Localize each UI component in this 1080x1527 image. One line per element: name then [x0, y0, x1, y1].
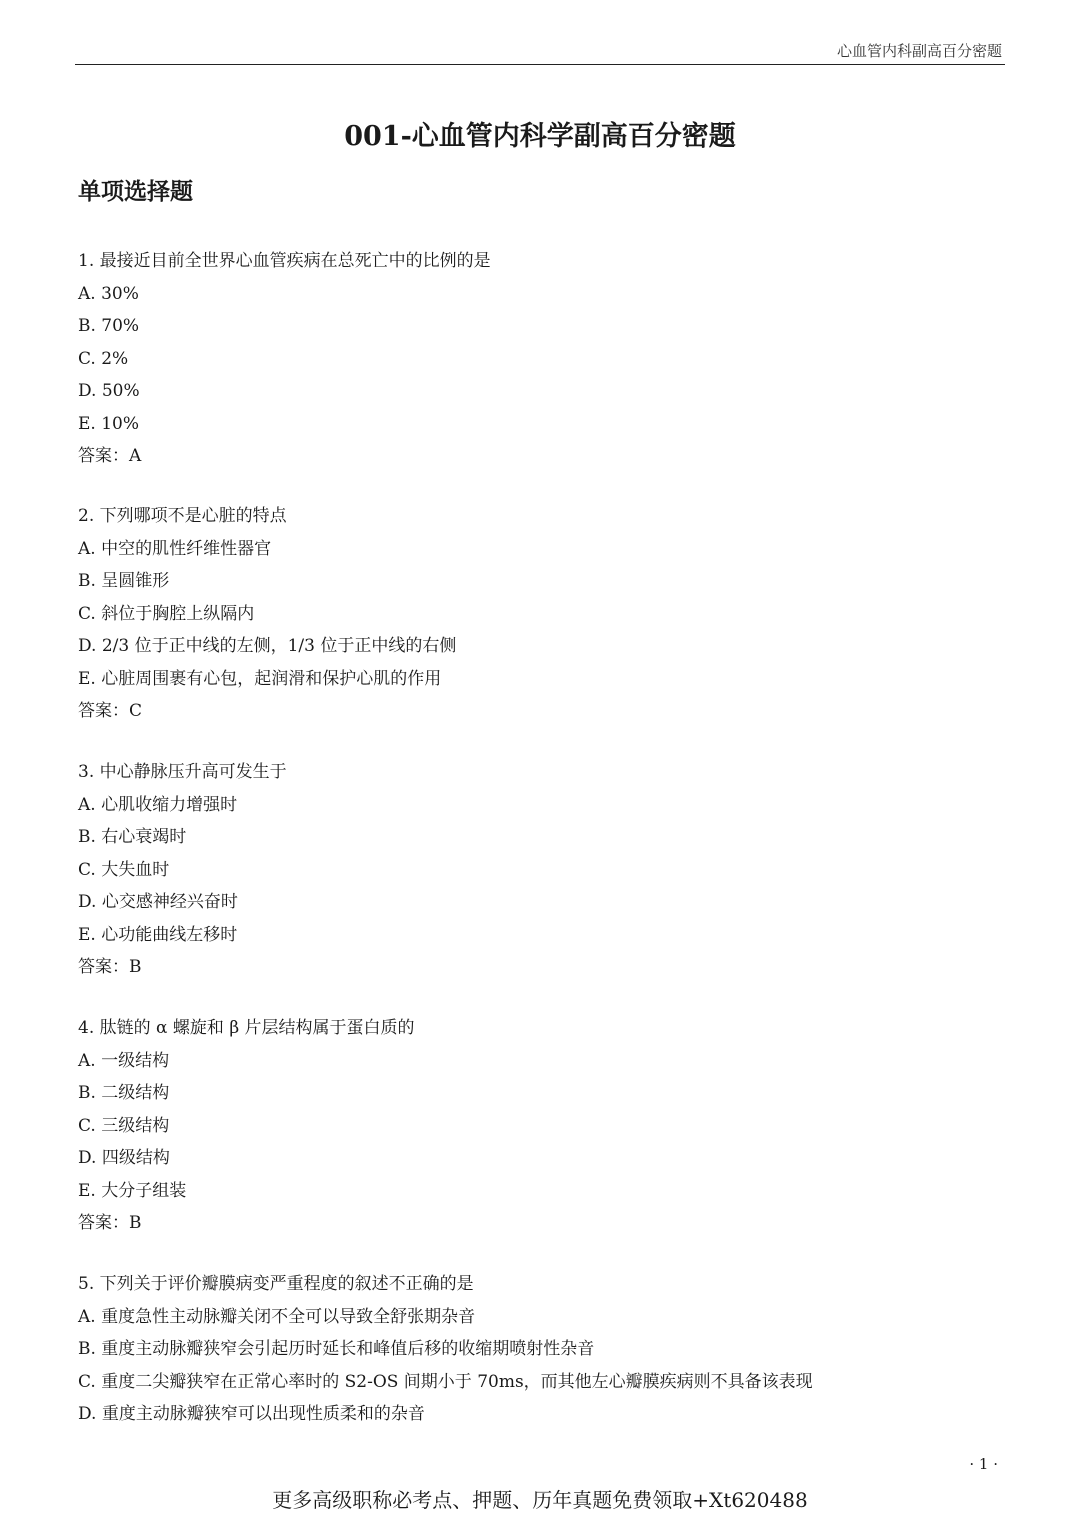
option-e: E. 10%: [78, 413, 140, 434]
option-d: D. 重度主动脉瓣狭窄可以出现性质柔和的杂音: [78, 1404, 425, 1424]
option-a: A. 重度急性主动脉瓣关闭不全可以导致全舒张期杂音: [78, 1306, 476, 1327]
option-d: D. 2/3 位于正中线的左侧，1/3 位于正中线的右侧: [78, 636, 457, 656]
option-c: C. 2%: [78, 348, 129, 369]
option-b: B. 呈圆锥形: [78, 571, 170, 591]
section-heading: 单项选择题: [78, 178, 193, 205]
answer: 答案：A: [78, 446, 142, 466]
question-stem: 1. 最接近目前全世界心血管疾病在总死亡中的比例的是: [78, 251, 491, 271]
option-b: B. 二级结构: [78, 1083, 170, 1103]
option-c: C. 重度二尖瓣狭窄在正常心率时的 S2-OS 间期小于 70ms，而其他左心瓣膜疾病则不具备该表现: [78, 1371, 813, 1392]
option-e: E. 心功能曲线左移时: [78, 924, 238, 945]
answer: 答案：C: [78, 701, 143, 721]
option-e: E. 大分子组装: [78, 1180, 187, 1201]
question-1: [78, 245, 998, 473]
option-c: C. 大失血时: [78, 859, 170, 880]
promo-footer-text: 更多高级职称必考点、押题、历年真题免费领取+Xt620488: [272, 1488, 808, 1512]
option-b: B. 70%: [78, 316, 140, 336]
header-rule: [75, 64, 1005, 65]
option-d: D. 心交感神经兴奋时: [78, 892, 238, 912]
page-number: · 1 ·: [969, 1455, 998, 1473]
question-4: [78, 1012, 998, 1240]
option-e: E. 心脏周围裹有心包，起润滑和保护心肌的作用: [78, 668, 442, 689]
question-stem: 2. 下列哪项不是心脏的特点: [78, 506, 287, 526]
option-d: D. 四级结构: [78, 1148, 170, 1168]
option-a: A. 一级结构: [78, 1050, 170, 1071]
question-stem: 5. 下列关于评价瓣膜病变严重程度的叙述不正确的是: [78, 1274, 474, 1294]
answer: 答案：B: [78, 1213, 142, 1233]
question-stem: 4. 肽链的 α 螺旋和 β 片层结构属于蛋白质的: [78, 1018, 415, 1038]
option-b: B. 重度主动脉瓣狭窄会引起历时延长和峰值后移的收缩期喷射性杂音: [78, 1339, 595, 1359]
question-stem: 3. 中心静脉压升高可发生于: [78, 762, 287, 782]
question-5: [78, 1268, 998, 1431]
option-c: C. 斜位于胸腔上纵隔内: [78, 603, 255, 624]
option-d: D. 50%: [78, 381, 140, 401]
answer: 答案：B: [78, 957, 142, 977]
option-b: B. 右心衰竭时: [78, 827, 187, 847]
question-3: [78, 756, 998, 984]
document-title: 001-心血管内科学副高百分密题: [344, 121, 736, 152]
option-a: A. 中空的肌性纤维性器官: [78, 538, 272, 559]
option-a: A. 30%: [78, 283, 139, 304]
option-c: C. 三级结构: [78, 1115, 170, 1136]
question-2: [78, 500, 998, 728]
running-header-title: 心血管内科副高百分密题: [836, 42, 1002, 60]
option-a: A. 心肌收缩力增强时: [78, 794, 238, 815]
